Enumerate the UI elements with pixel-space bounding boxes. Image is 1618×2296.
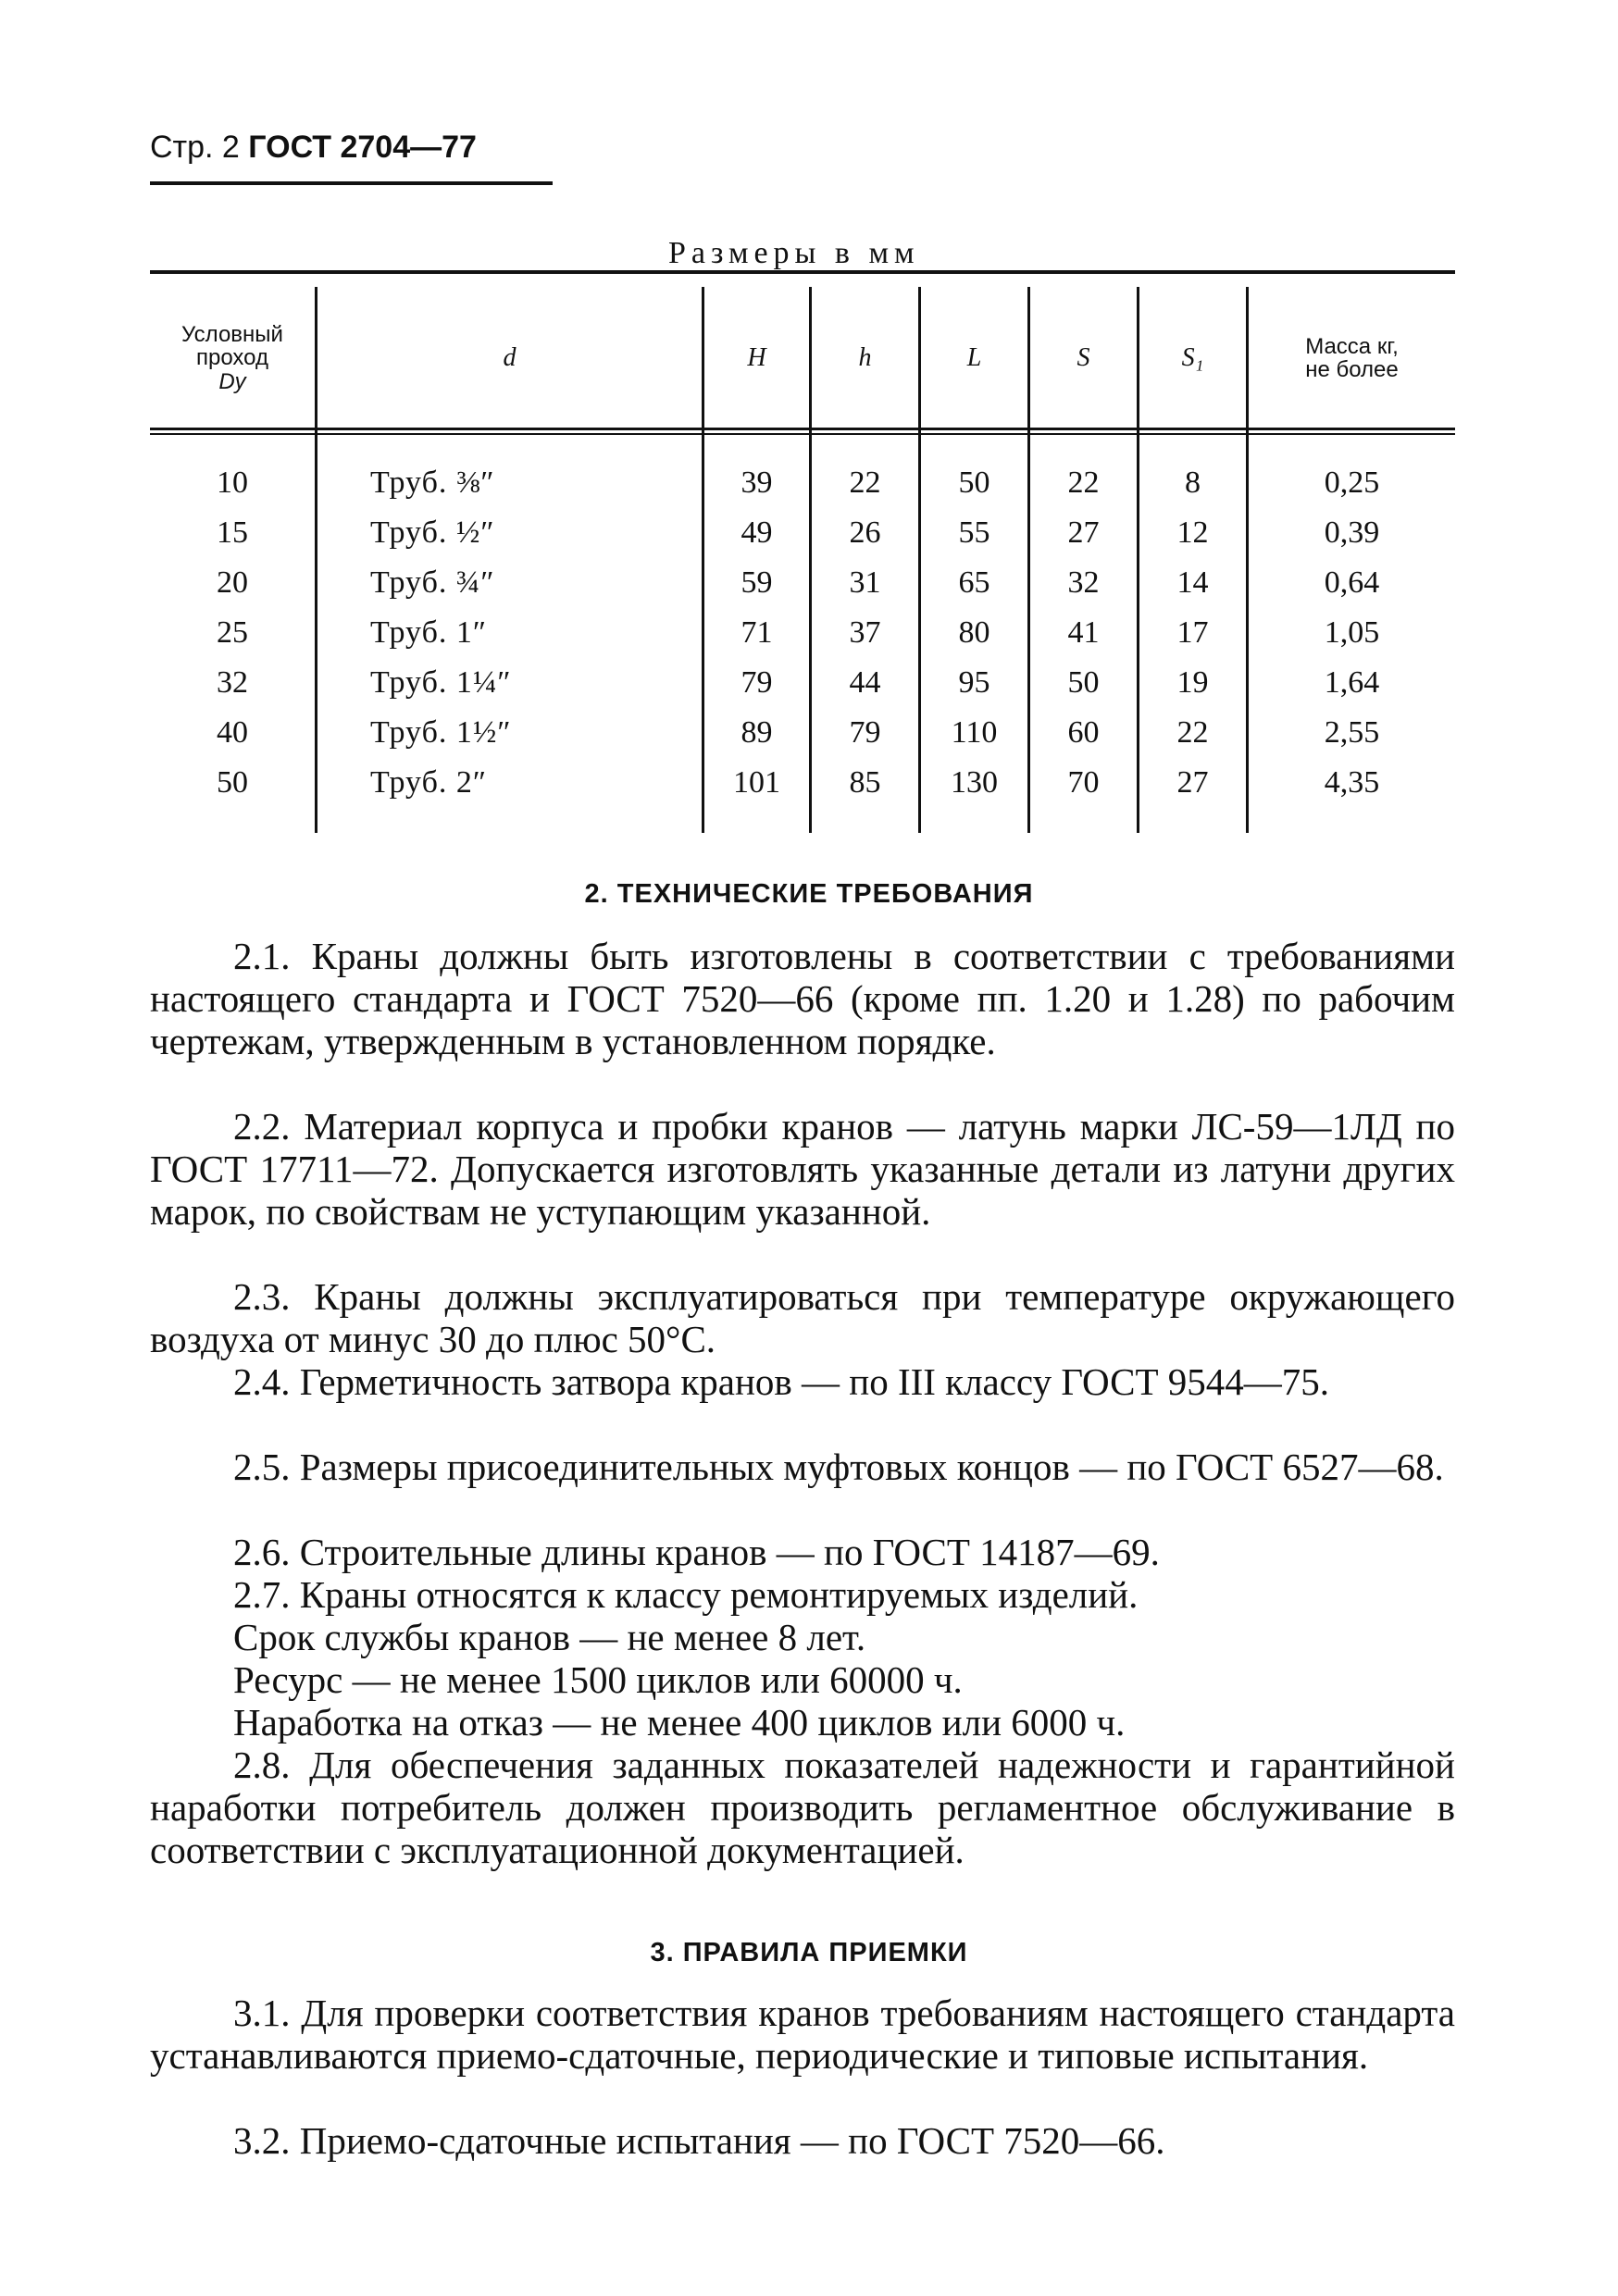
section-title-technical-requirements: 2. ТЕХНИЧЕСКИЕ ТРЕБОВАНИЯ	[584, 879, 1034, 909]
cell-mass: 1,05	[1324, 615, 1380, 650]
cell-S1: 17	[1176, 615, 1209, 650]
col-header-L: L	[966, 343, 982, 373]
cell-d: Труб. 2″	[370, 765, 488, 800]
cell-h: 31	[849, 565, 881, 600]
cell-H: 49	[741, 515, 773, 550]
cell-S: 27	[1067, 515, 1100, 550]
cell-S1: 8	[1185, 465, 1201, 500]
cell-h: 37	[849, 615, 881, 650]
cell-dy: 32	[217, 665, 248, 700]
cell-dy: 25	[217, 615, 248, 650]
cell-S1: 27	[1176, 765, 1209, 800]
cell-S: 22	[1067, 465, 1100, 500]
cell-L: 95	[958, 665, 990, 700]
cell-dy: 50	[217, 765, 248, 800]
cell-H: 39	[741, 465, 773, 500]
cell-h: 85	[849, 765, 881, 800]
table-header-rule	[150, 428, 1455, 435]
cell-mass: 1,64	[1324, 665, 1380, 700]
page-header	[150, 130, 477, 166]
cell-S: 50	[1067, 665, 1100, 700]
paragraph-2-6: 2.6. Строительные длины кранов — по ГОСТ 14187—69.	[233, 1531, 1160, 1573]
cell-S1: 22	[1176, 715, 1209, 750]
cell-H: 59	[741, 565, 773, 600]
paragraph-2-7-resource: Ресурс — не менее 1500 циклов или 60000 ч.	[233, 1658, 963, 1701]
paragraph-2-2: 2.2. Материал корпуса и пробки кранов — латунь марки ЛС-59—1ЛД по ГОСТ 17711—72. Допускается изготовлять указанные детали из латуни других марок, по свойствам не уступающим указанной.	[150, 1105, 1455, 1233]
cell-mass: 0,25	[1324, 465, 1380, 500]
col-header-h: h	[858, 343, 872, 373]
col-header-S: S	[1077, 343, 1090, 373]
standard-id: ГОСТ 2704—77	[248, 130, 477, 165]
cell-S: 70	[1067, 765, 1100, 800]
cell-H: 101	[733, 765, 780, 800]
page-number: Стр. 2	[150, 130, 240, 165]
cell-H: 89	[741, 715, 773, 750]
cell-h: 79	[849, 715, 881, 750]
cell-h: 22	[849, 465, 881, 500]
paragraph-2-5: 2.5. Размеры присоединительных муфтовых концов — по ГОСТ 6527—68.	[233, 1446, 1444, 1488]
col-header-dy-line3: Dу	[218, 368, 246, 394]
cell-H: 71	[741, 615, 773, 650]
cell-S: 41	[1067, 615, 1100, 650]
paragraph-2-7-mtbf: Наработка на отказ — не менее 400 циклов или 6000 ч.	[233, 1701, 1126, 1744]
cell-L: 110	[951, 715, 998, 750]
table-row	[150, 458, 1455, 508]
table-row	[150, 658, 1455, 708]
cell-dy: 40	[217, 715, 248, 750]
col-header-S1: S₁	[1181, 343, 1204, 373]
col-header-mass	[1249, 289, 1455, 428]
cell-mass: 4,35	[1324, 765, 1380, 800]
cell-S1: 14	[1176, 565, 1209, 600]
cell-d: Труб. 1″	[370, 615, 488, 650]
cell-mass: 2,55	[1324, 715, 1380, 750]
table-row	[150, 708, 1455, 758]
table-top-rule	[150, 270, 1455, 274]
paragraph-2-7: 2.7. Краны относятся к классу ремонтируемых изделий.	[233, 1573, 1139, 1616]
paragraph-3-2: 3.2. Приемо-сдаточные испытания — по ГОСТ 7520—66.	[233, 2119, 1165, 2162]
col-header-H: H	[747, 343, 766, 373]
cell-L: 50	[958, 465, 990, 500]
table-row	[150, 758, 1455, 808]
paragraph-3-1: 3.1. Для проверки соответствия кранов требованиям настоящего стандарта устанавливаются приемо-сдаточные, периодические и типовые испытания.	[150, 1992, 1455, 2077]
col-header-dy	[150, 289, 315, 428]
cell-S: 32	[1067, 565, 1100, 600]
table-row	[150, 608, 1455, 658]
cell-L: 55	[958, 515, 990, 550]
cell-dy: 15	[217, 515, 248, 550]
paragraph-2-7-service-life: Срок службы кранов — не менее 8 лет.	[233, 1616, 866, 1658]
col-header-dy-line2: проход	[196, 345, 268, 371]
paragraph-2-1: 2.1. Краны должны быть изготовлены в соответствии с требованиями настоящего стандарта и ГОСТ 7520—66 (кроме пп. 1.20 и 1.28) по рабочим чертежам, утвержденным в установленном порядке.	[150, 935, 1455, 1062]
cell-L: 65	[958, 565, 990, 600]
dimensions-table	[150, 270, 1455, 800]
col-header-dy-line1: Условный	[181, 322, 283, 348]
cell-H: 79	[741, 665, 773, 700]
table-units-caption: Размеры в мм	[668, 236, 920, 270]
paragraph-2-4: 2.4. Герметичность затвора кранов — по III классу ГОСТ 9544—75.	[233, 1360, 1330, 1403]
cell-S1: 12	[1176, 515, 1209, 550]
cell-d: Труб. ½″	[370, 515, 495, 550]
cell-mass: 0,39	[1324, 515, 1380, 550]
paragraph-2-3: 2.3. Краны должны эксплуатироваться при температуре окружающего воздуха от минус 30 до плюс 50°С.	[150, 1275, 1455, 1360]
cell-dy: 10	[217, 465, 248, 500]
cell-L: 80	[958, 615, 990, 650]
table-row	[150, 508, 1455, 558]
cell-d: Труб. 1½″	[370, 715, 512, 750]
cell-h: 26	[849, 515, 881, 550]
col-header-d: d	[503, 343, 517, 373]
cell-S: 60	[1067, 715, 1100, 750]
col-header-mass-line1: Масса кг,	[1305, 333, 1399, 359]
paragraph-2-8: 2.8. Для обеспечения заданных показателей надежности и гарантийной наработки потребитель должен производить регламентное обслуживание в соответствии с эксплуатационной документацией.	[150, 1744, 1455, 1871]
cell-d: Труб. ¾″	[370, 565, 495, 600]
cell-S1: 19	[1176, 665, 1209, 700]
col-header-mass-line2: не более	[1305, 357, 1399, 382]
cell-h: 44	[849, 665, 881, 700]
cell-d: Труб. ⅜″	[370, 465, 495, 500]
cell-L: 130	[951, 765, 998, 800]
header-rule	[150, 181, 553, 185]
cell-d: Труб. 1¼″	[370, 665, 512, 700]
section-title-acceptance-rules: 3. ПРАВИЛА ПРИЕМКИ	[650, 1938, 968, 1967]
table-row	[150, 558, 1455, 608]
cell-dy: 20	[217, 565, 248, 600]
cell-mass: 0,64	[1324, 565, 1380, 600]
